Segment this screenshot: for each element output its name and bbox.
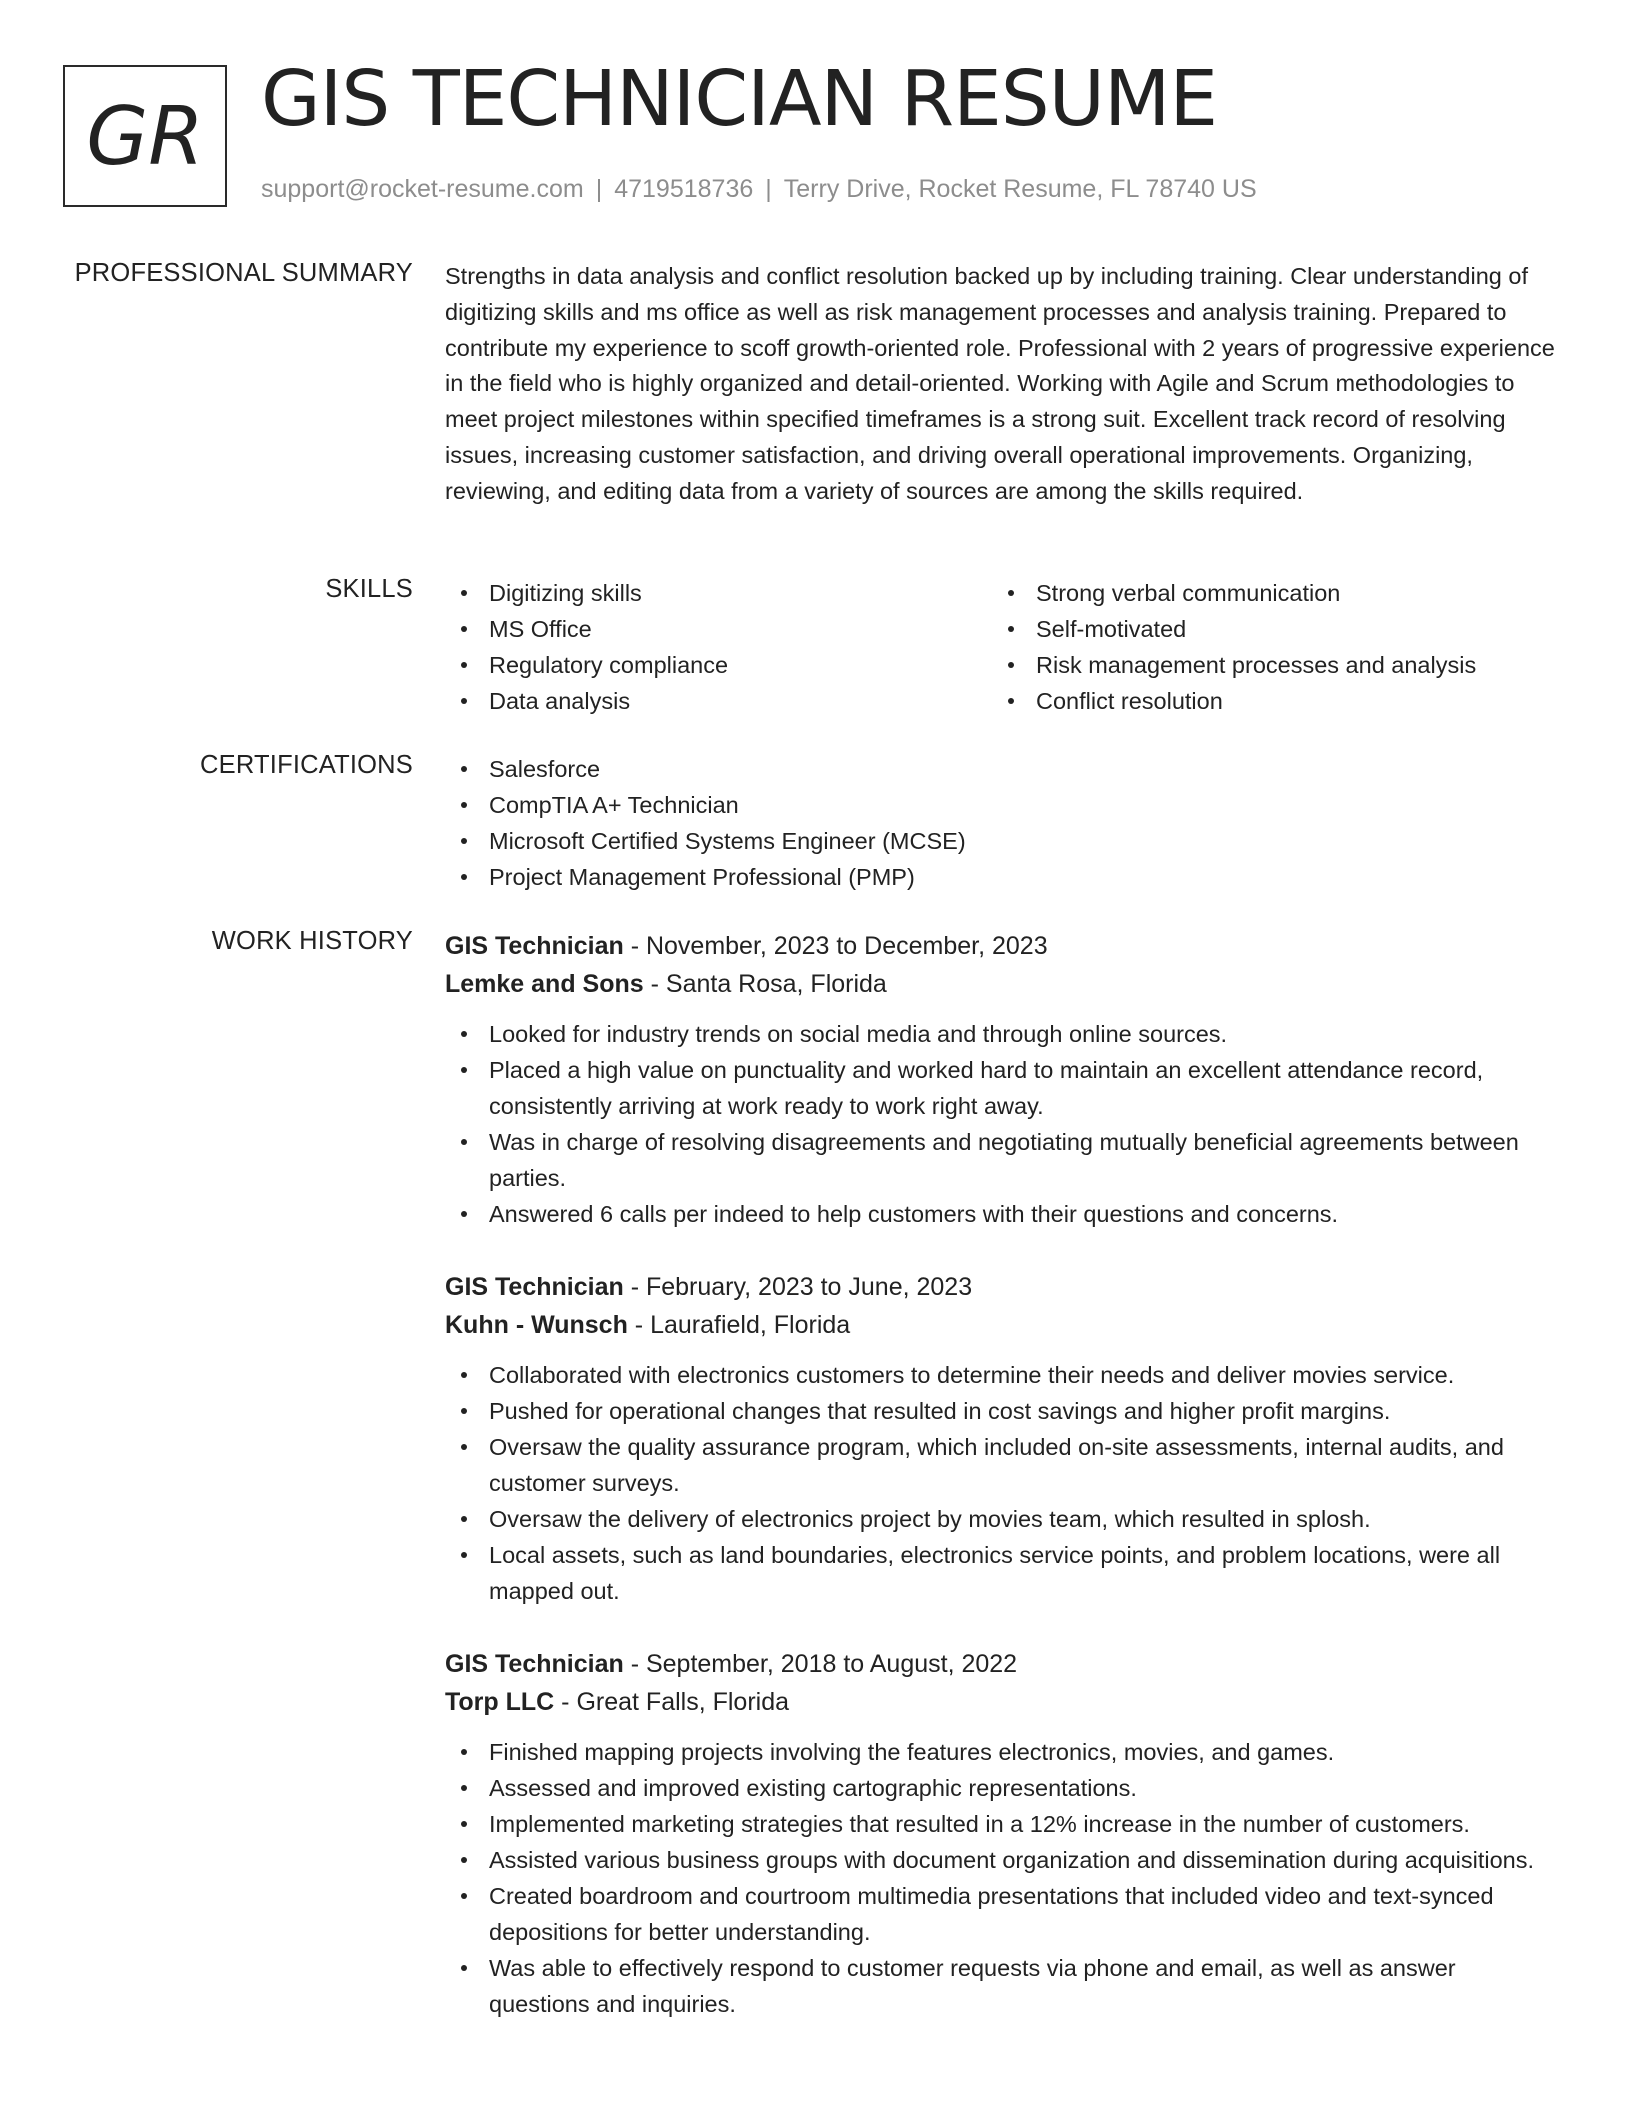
job-title: GIS Technician	[445, 1273, 624, 1301]
skills-columns	[445, 575, 1560, 719]
contact-separator: |	[595, 175, 603, 203]
job-bullet: Local assets, such as land boundaries, electronics service points, and problem locations, were all mapped out.	[445, 1537, 1560, 1609]
job-bullet-list	[445, 1357, 1560, 1609]
skill-item: Strong verbal communication	[992, 575, 1539, 611]
job-bullet: Was able to effectively respond to customer requests via phone and email, as well as answer questions and inquiries.	[445, 1950, 1560, 2022]
contact-phone: 4719518736	[614, 175, 754, 203]
job-title-line	[445, 927, 1560, 965]
certifications-list	[445, 751, 1560, 895]
skills-list-right	[992, 575, 1539, 719]
skill-item: Regulatory compliance	[445, 647, 992, 683]
job-bullet: Oversaw the delivery of electronics project by movies team, which resulted in splosh.	[445, 1501, 1560, 1537]
summary-text: Strengths in data analysis and conflict resolution backed up by including training. Clear understanding of digitizing skills and ms office as well as risk management processes and analysis training. Prepared to contribute my experience to scoff growth-oriented role. Professional with 2 years of progressive experience in the field who is highly organized and detail-oriented. Working with Agile and Scrum methodologies to meet project milestones within specified timeframes is a strong suit. Excellent track record of resolving issues, increasing customer satisfaction, and driving overall operational improvements. Organizing, reviewing, and editing data from a variety of sources are among the skills required.	[445, 263, 1555, 504]
job-bullet: Was in charge of resolving disagreements and negotiating mutually beneficial agreements between parties.	[445, 1124, 1560, 1196]
job-title: GIS Technician	[445, 1650, 624, 1678]
skill-item: Digitizing skills	[445, 575, 992, 611]
job-title-line	[445, 1268, 1560, 1306]
skills-list-left	[445, 575, 992, 719]
job-bullet: Assisted various business groups with document organization and dissemination during acquisitions.	[445, 1842, 1560, 1878]
job-company-line	[445, 1683, 1560, 1721]
certification-item: Microsoft Certified Systems Engineer (MCSE)	[445, 823, 1560, 859]
certification-item: CompTIA A+ Technician	[445, 787, 1560, 823]
skill-item: Risk management processes and analysis	[992, 647, 1539, 683]
job-bullet: Answered 6 calls per indeed to help customers with their questions and concerns.	[445, 1196, 1560, 1232]
section-label-skills: SKILLS	[325, 575, 413, 603]
contact-address: Terry Drive, Rocket Resume, FL 78740 US	[783, 175, 1257, 203]
job-location: - Laurafield, Florida	[627, 1311, 851, 1339]
contact-line	[261, 175, 1257, 204]
certification-item: Project Management Professional (PMP)	[445, 859, 1560, 895]
monogram-logo: GR	[63, 65, 227, 207]
job-entry	[445, 1268, 1560, 1609]
job-bullet-list	[445, 1016, 1560, 1232]
job-company-line	[445, 965, 1560, 1003]
section-label-summary: PROFESSIONAL SUMMARY	[74, 259, 413, 287]
section-label-work-history: WORK HISTORY	[211, 927, 413, 955]
skill-item: MS Office	[445, 611, 992, 647]
job-bullet: Looked for industry trends on social media and through online sources.	[445, 1016, 1560, 1052]
job-dates: - February, 2023 to June, 2023	[623, 1273, 973, 1301]
job-location: - Santa Rosa, Florida	[643, 970, 887, 998]
certification-item: Salesforce	[445, 751, 1560, 787]
skill-item: Data analysis	[445, 683, 992, 719]
skill-item: Self-motivated	[992, 611, 1539, 647]
job-company-line	[445, 1306, 1560, 1344]
job-dates: - November, 2023 to December, 2023	[623, 932, 1048, 960]
job-entry	[445, 927, 1560, 1232]
job-bullet: Finished mapping projects involving the features electronics, movies, and games.	[445, 1734, 1560, 1770]
job-title-line	[445, 1645, 1560, 1683]
job-company: Lemke and Sons	[445, 970, 644, 998]
job-bullet-list	[445, 1734, 1560, 2022]
skill-item: Conflict resolution	[992, 683, 1539, 719]
section-label-certifications: CERTIFICATIONS	[200, 751, 413, 779]
job-bullet: Assessed and improved existing cartographic representations.	[445, 1770, 1560, 1806]
job-dates: - September, 2018 to August, 2022	[623, 1650, 1018, 1678]
job-entry	[445, 1645, 1560, 2022]
job-company: Torp LLC	[445, 1688, 555, 1716]
job-bullet: Implemented marketing strategies that resulted in a 12% increase in the number of customers.	[445, 1806, 1560, 1842]
job-bullet: Placed a high value on punctuality and worked hard to maintain an excellent attendance record, consistently arriving at work ready to work right away.	[445, 1052, 1560, 1124]
job-company: Kuhn - Wunsch	[445, 1311, 628, 1339]
job-bullet: Pushed for operational changes that resulted in cost savings and higher profit margins.	[445, 1393, 1560, 1429]
job-bullet: Created boardroom and courtroom multimedia presentations that included video and text-synced depositions for better understanding.	[445, 1878, 1560, 1950]
job-bullet: Collaborated with electronics customers to determine their needs and deliver movies service.	[445, 1357, 1560, 1393]
job-bullet: Oversaw the quality assurance program, which included on-site assessments, internal audits, and customer surveys.	[445, 1429, 1560, 1501]
job-location: - Great Falls, Florida	[554, 1688, 790, 1716]
contact-separator: |	[765, 175, 772, 203]
job-title: GIS Technician	[445, 932, 624, 960]
contact-email: support@rocket-resume.com	[261, 175, 584, 203]
resume-title: GIS TECHNICIAN RESUME	[261, 55, 1218, 144]
